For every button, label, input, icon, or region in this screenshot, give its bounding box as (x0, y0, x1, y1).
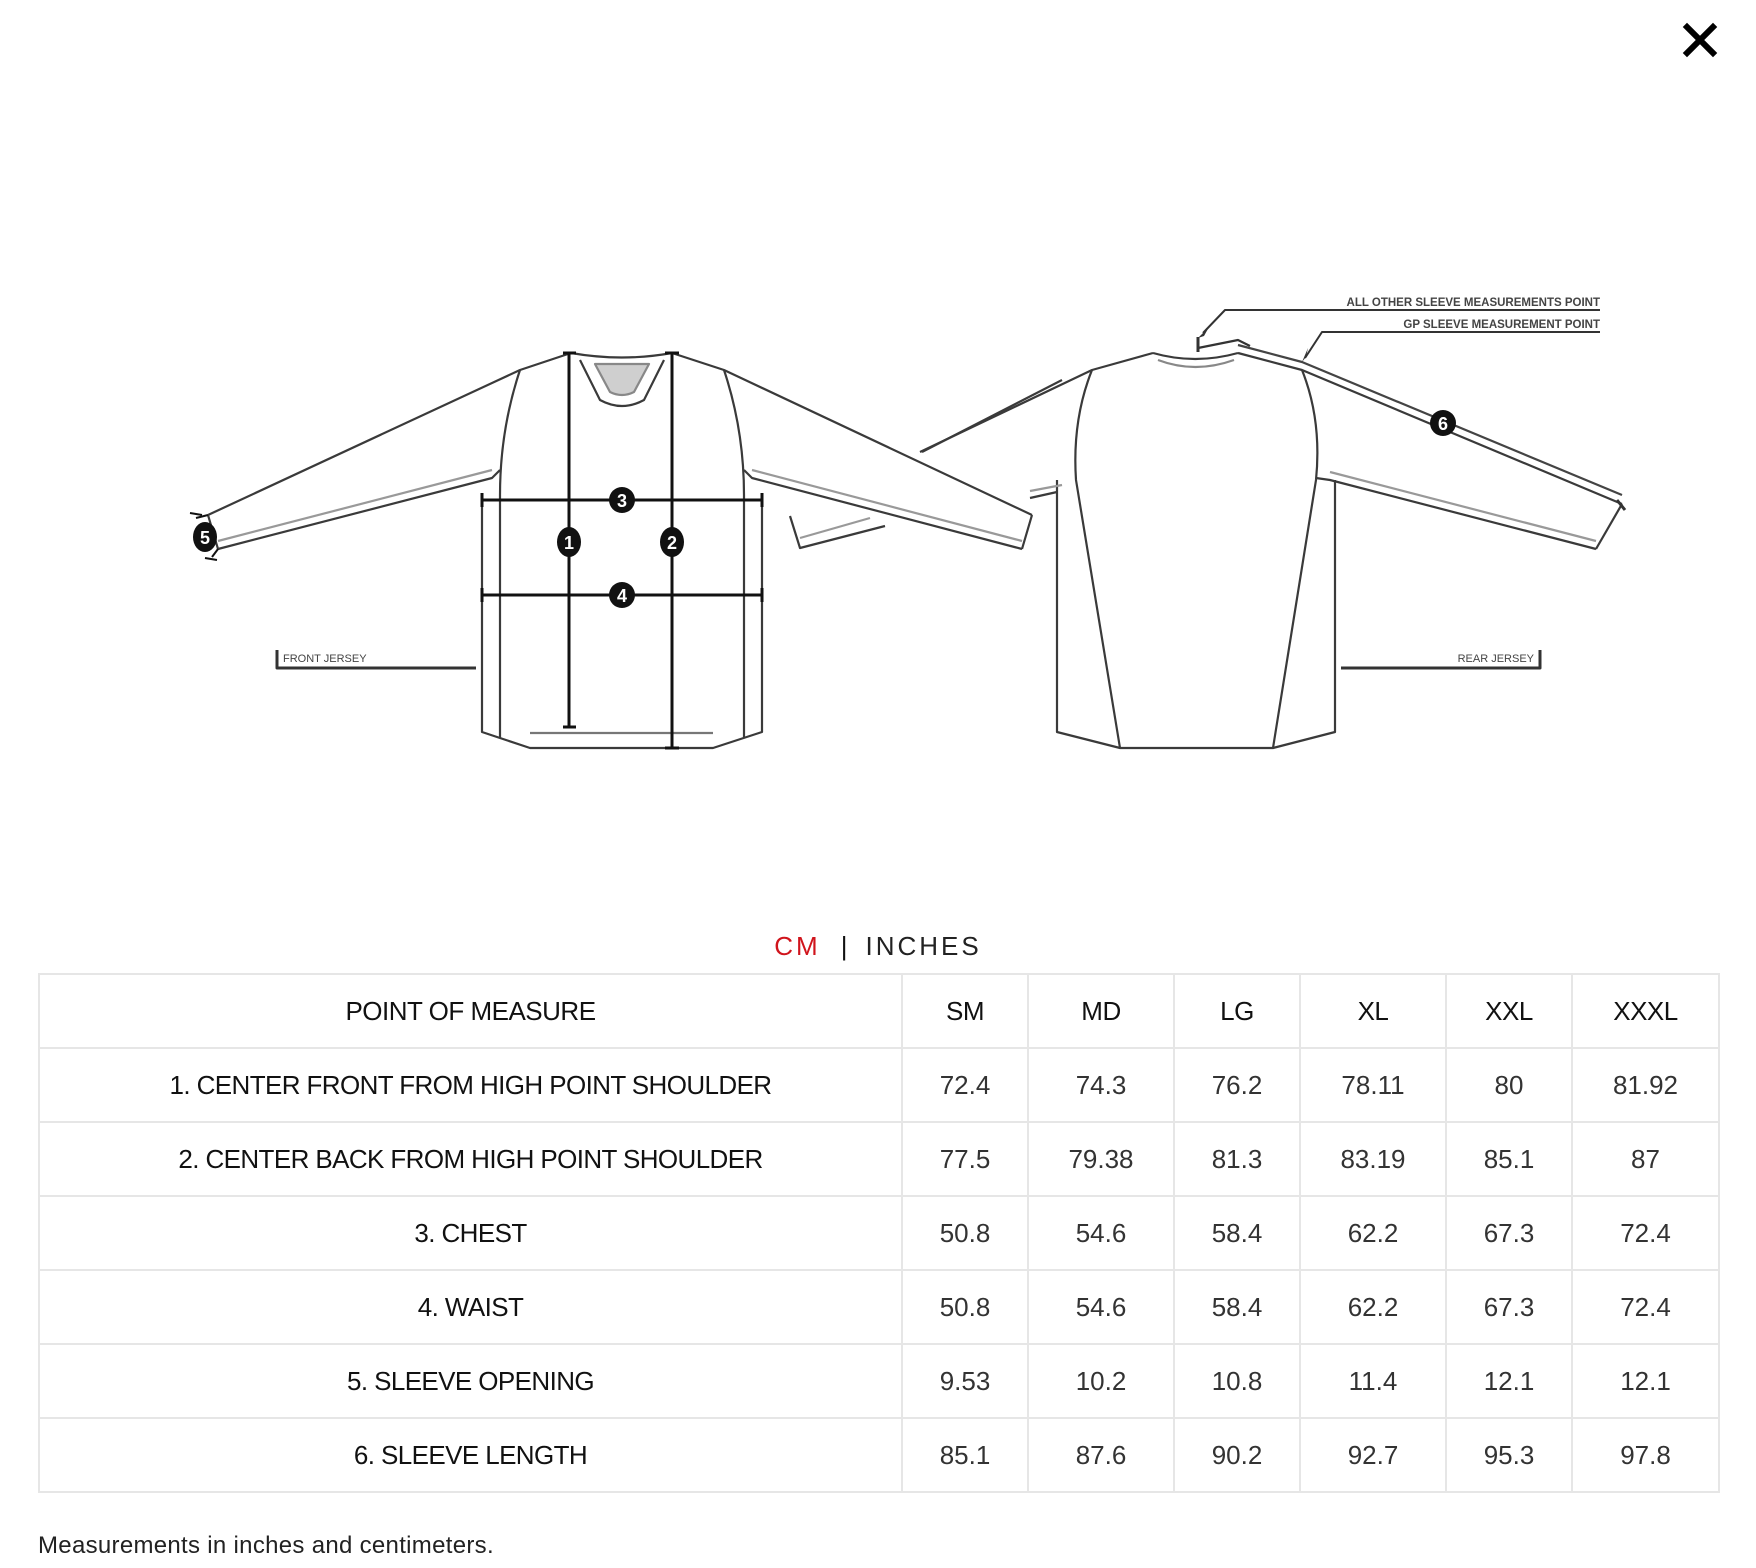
header-size-md: MD (1028, 974, 1174, 1048)
table-row (39, 1270, 1719, 1344)
measure-value: 77.5 (902, 1122, 1028, 1196)
rear-jersey-label: REAR JERSEY (1457, 653, 1534, 665)
unit-separator: | (840, 931, 848, 961)
header-size-xxxl: XXXL (1572, 974, 1719, 1048)
measure-value: 54.6 (1028, 1270, 1174, 1344)
measure-value: 79.38 (1028, 1122, 1174, 1196)
measure-value: 12.1 (1572, 1344, 1719, 1418)
front-jersey-label: FRONT JERSEY (283, 653, 367, 665)
measure-label: 2. CENTER BACK FROM HIGH POINT SHOULDER (39, 1122, 902, 1196)
measure-label: 6. SLEEVE LENGTH (39, 1418, 902, 1492)
measure-value: 50.8 (902, 1270, 1028, 1344)
measure-value: 92.7 (1300, 1418, 1446, 1492)
measure-value: 58.4 (1174, 1270, 1300, 1344)
measure-value: 81.92 (1572, 1048, 1719, 1122)
measure-value: 81.3 (1174, 1122, 1300, 1196)
svg-text:2: 2 (666, 533, 678, 553)
unit-inches-toggle[interactable]: INCHES (865, 931, 982, 961)
svg-text:1: 1 (563, 533, 575, 553)
measure-label: 3. CHEST (39, 1196, 902, 1270)
table-row (39, 1122, 1719, 1196)
measure-value: 87.6 (1028, 1418, 1174, 1492)
marker-2-icon (660, 527, 684, 557)
measure-value: 62.2 (1300, 1196, 1446, 1270)
measure-value: 95.3 (1446, 1418, 1572, 1492)
measure-value: 67.3 (1446, 1196, 1572, 1270)
measure-value: 85.1 (1446, 1122, 1572, 1196)
header-size-sm: SM (902, 974, 1028, 1048)
measure-value: 90.2 (1174, 1418, 1300, 1492)
unit-cm-toggle[interactable]: CM (774, 931, 821, 961)
header-size-lg: LG (1174, 974, 1300, 1048)
measure-label: 5. SLEEVE OPENING (39, 1344, 902, 1418)
measure-value: 72.4 (1572, 1270, 1719, 1344)
measure-markers (193, 410, 1456, 608)
measure-value: 72.4 (902, 1048, 1028, 1122)
measure-value: 62.2 (1300, 1270, 1446, 1344)
svg-text:5: 5 (199, 528, 211, 548)
svg-text:6: 6 (1437, 414, 1449, 434)
measure-value: 72.4 (1572, 1196, 1719, 1270)
measure-value: 11.4 (1300, 1344, 1446, 1418)
measure-value: 78.11 (1300, 1048, 1446, 1122)
header-size-xl: XL (1300, 974, 1446, 1048)
measure-value: 54.6 (1028, 1196, 1174, 1270)
header-size-xxl: XXL (1446, 974, 1572, 1048)
table-row (39, 1344, 1719, 1418)
marker-4-icon (609, 582, 635, 608)
table-row (39, 1418, 1719, 1492)
marker-3-icon (609, 487, 635, 513)
measure-label: 4. WAIST (39, 1270, 902, 1344)
table-header-row (39, 974, 1719, 1048)
all-other-sleeve-callout: ALL OTHER SLEEVE MEASUREMENTS POINT (1346, 297, 1600, 309)
svg-text:4: 4 (616, 586, 628, 606)
table-row (39, 1048, 1719, 1122)
marker-6-icon (1430, 410, 1456, 436)
front-jersey-drawing (208, 353, 1062, 748)
svg-text:3: 3 (616, 491, 628, 511)
measure-value: 83.19 (1300, 1122, 1446, 1196)
measure-value: 67.3 (1446, 1270, 1572, 1344)
measure-value: 10.8 (1174, 1344, 1300, 1418)
measure-value: 76.2 (1174, 1048, 1300, 1122)
size-chart-table (38, 973, 1720, 1493)
measure-value: 97.8 (1572, 1418, 1719, 1492)
measure-value: 85.1 (902, 1418, 1028, 1492)
measure-value: 80 (1446, 1048, 1572, 1122)
measure-value: 12.1 (1446, 1344, 1572, 1418)
rear-jersey-drawing (920, 340, 1622, 748)
marker-1-icon (557, 527, 581, 557)
measure-value: 58.4 (1174, 1196, 1300, 1270)
unit-toggle (0, 928, 1756, 964)
measure-value: 50.8 (902, 1196, 1028, 1270)
measure-value: 10.2 (1028, 1344, 1174, 1418)
table-row (39, 1196, 1719, 1270)
measurements-footnote: Measurements in inches and centimeters. (38, 1532, 494, 1559)
measure-value: 87 (1572, 1122, 1719, 1196)
gp-sleeve-callout: GP SLEEVE MEASUREMENT POINT (1403, 319, 1600, 331)
rear-callouts (1198, 310, 1625, 510)
measure-label: 1. CENTER FRONT FROM HIGH POINT SHOULDER (39, 1048, 902, 1122)
measure-value: 74.3 (1028, 1048, 1174, 1122)
measure-value: 9.53 (902, 1344, 1028, 1418)
header-point-of-measure: POINT OF MEASURE (39, 974, 902, 1048)
marker-5-icon (193, 522, 217, 552)
